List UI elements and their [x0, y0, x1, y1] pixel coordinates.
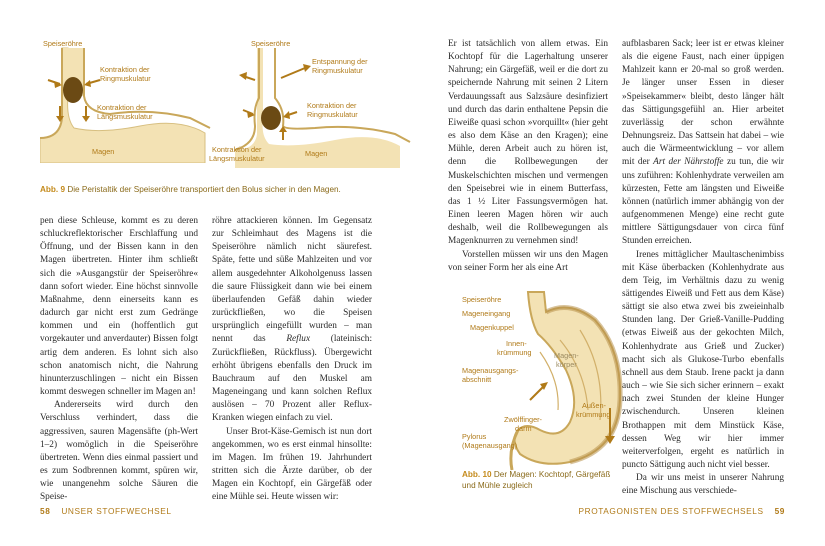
- fig10-body-label-1: Magen-: [554, 351, 579, 360]
- fig10-esophagus-label: Speiseröhre: [462, 295, 502, 304]
- page-number: 59: [774, 506, 785, 516]
- fig10-duodenum-label-1: Zwölffinger-: [504, 415, 542, 424]
- text-run: aufblasbaren Sack; leer ist er etwas kleiner als die eigene Faust, nach einer üppigen Mahlzeit kann er 20-mal so groß werden. Je länger unser Essen in dieser »Speisekammer« bleibt, desto länger hält das Sättigungsgefühl an. Hier arbeitet zuverlässig der schon erwähnte Dehnungsreiz. Das Sattsein hat dabei – wie auch die Wärmeentwicklung – vor allem mit der: [622, 39, 784, 168]
- fig10-outer-curve-label-2: krümmung: [576, 410, 611, 419]
- right-page-column-2: [622, 38, 784, 498]
- figure-10-caption-text-2: und Mühle zugleich: [462, 481, 533, 490]
- fig10-body-label-2: körper: [556, 360, 577, 369]
- fig10-pylorus-label-2: (Magenausgang): [462, 441, 518, 450]
- fig10-fundus-label: Magenkuppel: [470, 323, 514, 332]
- page-number: 58: [40, 506, 51, 516]
- right-page-footer: [578, 506, 785, 516]
- figure-9-caption-label: Abb. 9: [40, 185, 66, 194]
- fig10-duodenum-label-2: darm: [515, 424, 532, 433]
- text-run: (lateinisch: Zurückfließen, Rückfluss). Übergewicht erhöht übrigens ebenfalls den Druck im Bauchraum auf den Muskel am Mageneingang und kann solchen Reflux auslösen – 70 Prozent aller Reflux-Kranken wiegen einfach zu viel.: [212, 334, 373, 424]
- fig10-pylorus-label-1: Pylorus: [462, 432, 487, 441]
- fig9-right-ring-contraction-label-1: Kontraktion der: [307, 101, 357, 110]
- running-title: PROTAGONISTEN DES STOFFWECHSELS: [578, 506, 764, 516]
- fig9-right-ring-contraction-label-2: Ringmuskulatur: [307, 110, 358, 119]
- figure-10-caption-text-1: Der Magen: Kochtopf, Gärgefäß: [493, 470, 611, 479]
- fig9-left-long-contraction-label-1: Kontraktion der: [97, 103, 147, 112]
- text-run: röhre attackieren können. Im Gegensatz zur Schleimhaut des Magens ist die Speiseröhre nämlich nicht säurefest. Späte, fette und süße Mahlzeiten und vor allem ausgedehnter Alkoholgenuss lassen die saure Flüssigkeit dann wie bei einem überlaufenden Gefäß dahin wieder zurückfließen, wo die Speisen ursprünglich eingefüllt wurden – man nennt das: [212, 216, 372, 345]
- figure-10-caption: [462, 469, 622, 491]
- fig9-left-ring-contraction-label-1: Kontraktion der: [100, 65, 150, 74]
- figure-9-caption-text: Die Peristaltik der Speiseröhre transportiert den Bolus sicher in den Magen.: [67, 185, 341, 194]
- paragraph: Er ist tatsächlich von allem etwas. Ein Kochtopf für die Lagerhaltung unserer Nahrung; ein Gärgefäß, weil er die dort zu speichernde Nahrung mit seinen 2 Litern Verdauungssaft aus Salzsäure desinfiziert und durch das darin enthaltene Pepsin die Eiweiße quasi schon »vorquillt« (hier geht es also dem Käse an den Kragen); eine Mühle, deren Arbeit auch zu hören ist, denn die Rollbewegungen der Muskelschichten mischen und vermengen den Speisebrei wie in einem Butterfass, das 1 ½ Liter Fassungsvermögen hat. Einen leeren Magen hören wir auch deshalb, weil die Rollbewegungen als Magenknurren zu vernehmen sind!: [448, 39, 608, 247]
- fig9-right-relax-label-2: Ringmuskulatur: [312, 66, 363, 75]
- fig10-outlet-label-2: abschnitt: [462, 375, 492, 384]
- fig10-entrance-label: Mageneingang: [462, 309, 511, 318]
- emphasis-nutrients: Art der Nährstoffe: [653, 157, 724, 168]
- figure-9-caption: [40, 184, 420, 195]
- left-page-column-1: [40, 215, 198, 504]
- fig9-right-relax-label-1: Entspannung der: [312, 57, 368, 66]
- running-title: UNSER STOFFWECHSEL: [61, 506, 172, 516]
- paragraph: Andererseits wird durch den Verschluss verhindert, dass die aggressiven, sauren Magensäfte (ph-Wert 1–2) womöglich in die Speiseröhre übertreten. Wenn dies einmal passiert und es zum Sodbrennen kommt, spüren wir, wie unangenehm solche Säuren die Speise-: [40, 400, 198, 503]
- fig10-outer-curve-label-1: Außen-: [582, 401, 606, 410]
- fig9-right-long-contraction-label-1: Kontraktion der: [212, 145, 262, 154]
- paragraph: Unser Brot-Käse-Gemisch ist nun dort angekommen, wo es erst einmal hinsollte: im Magen. Im frühen 19. Jahrhundert stritten sich die Ärzte darüber, ob der Magen ein Kochtopf, ein Gärgefäß oder eine Mühle sei. Heute wissen wir:: [212, 426, 372, 503]
- fig10-inner-curve-label-1: Innen-: [506, 339, 527, 348]
- fig9-left-stomach-label: Magen: [92, 147, 115, 156]
- paragraph: Da wir uns meist in unserer Nahrung eine Mischung aus verschiede-: [622, 473, 784, 497]
- paragraph: Irenes mittäglicher Maultaschenimbiss mit Käse überbacken (Kohlenhydrate aus dem Teig, im Verhältnis dazu zu wenig sättigendes Eiweiß und Fett aus dem Käse) sättigt sie also etwa zwei bis zweieinhalb Stunden lang. Der Grieß-Vanille-Pudding (etwas Eiweiß aus der gekochten Milch, Kohlenhydrate aus Grieß und Zucker) macht sich als Glukose-Turbo ebenfalls schnell aus dem Staub. Irene packt ja dann auch – wie Sie sich sicher erinnern – exakt nach zwei Stunden der kleine Hunger zwischendurch. Unseren kleinen Brothappen mit dem Minstück Käse, dessen Weg wir hier immer weiterverfolgen, ergeht es natürlich in puncto Sättigung auch nicht viel besser.: [622, 249, 784, 470]
- paragraph: [212, 215, 372, 426]
- left-page-footer: [40, 506, 172, 516]
- paragraph: Vorstellen müssen wir uns den Magen von seiner Form her als eine Art: [448, 249, 608, 273]
- left-page-column-2: [212, 215, 372, 504]
- text-run: zu tun, die wir uns zuführen: Kohlenhydrate verweilen am kürzesten, Fette am längsten und Eiweiße können (natürlich immer abhängig von der aufgenommenen Menge) eine recht gute mittlere Sättigungsdauer von circa fünf Stunden erreichen.: [622, 157, 785, 247]
- fig9-right-stomach-label: Magen: [305, 149, 328, 158]
- stomach-diagram: [500, 290, 630, 480]
- fig10-outlet-label-1: Magenausgangs-: [462, 366, 519, 375]
- paragraph: pen diese Schleuse, kommt es zu deren schluckreflektorischer Erschlaffung und Öffnung, und der Bissen kann in den Magen übertreten. Hinter ihm schließt sich die »Ausgangstür der Speiseröhre« dann sofort wieder. Eine höchst sinnvolle Maßnahme, denn einerseits kann es dadurch gar nicht erst zum Gedränge kommen und ein (hoffentlich gut vorgekauter und anverdauter) Bissen folgt artig dem anderen. Es lohnt sich also schon anatomisch nicht, die Nahrung hinunterzuschlingen – nicht ein Bissen kommt deswegen schneller im Magen an!: [40, 216, 198, 398]
- emphasis-reflux: Reflux: [286, 334, 311, 345]
- paragraph: [622, 38, 784, 249]
- fig9-left-long-contraction-label-2: Längsmuskulatur: [97, 112, 153, 121]
- figure-10-caption-label: Abb. 10: [462, 470, 492, 479]
- fig9-left-esophagus-label: Speiseröhre: [43, 39, 83, 48]
- right-page-column-1: [448, 38, 608, 275]
- fig9-right-long-contraction-label-2: Längsmuskulatur: [209, 154, 265, 163]
- fig10-inner-curve-label-2: krümmung: [497, 348, 532, 357]
- fig9-left-ring-contraction-label-2: Ringmuskulatur: [100, 74, 151, 83]
- esophagus-peristalsis-diagram-left: [40, 38, 240, 163]
- fig9-right-esophagus-label: Speiseröhre: [251, 39, 291, 48]
